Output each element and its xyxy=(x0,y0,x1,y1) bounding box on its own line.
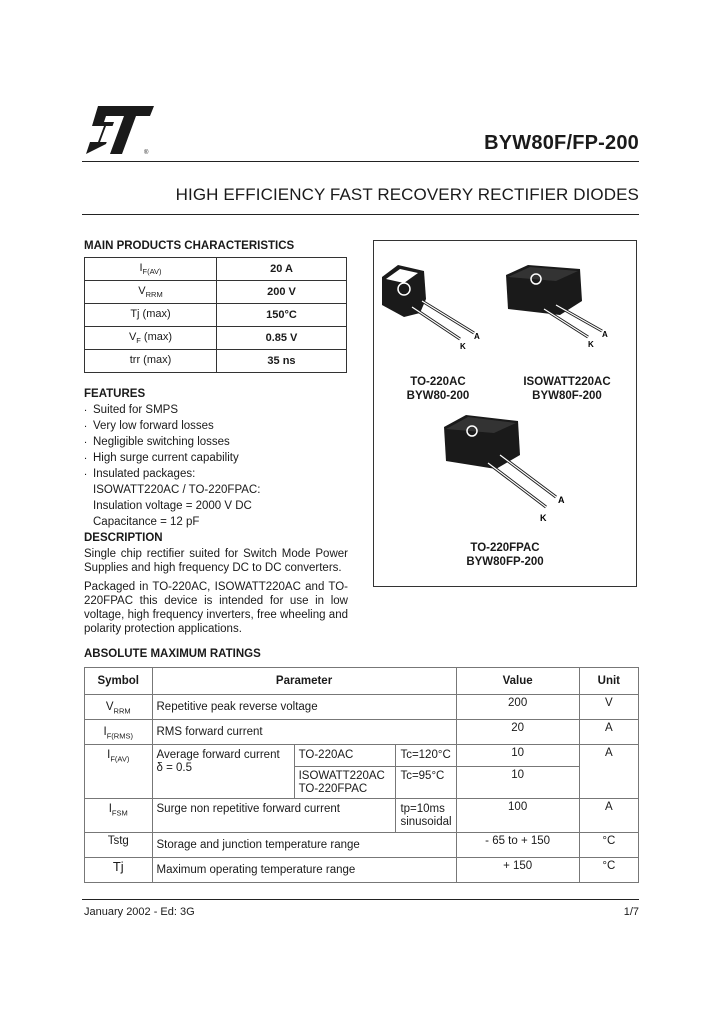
characteristics-row xyxy=(85,327,347,350)
package-label: TO-220FPAC BYW80FP-200 xyxy=(466,542,544,568)
characteristic-parameter: Tj (max) xyxy=(85,304,217,327)
characteristics-row xyxy=(85,258,347,281)
characteristic-value: 20 A xyxy=(217,258,347,281)
to220ac-drawing xyxy=(382,265,480,351)
table-row: Tj Maximum operating temperature range + 150 °C xyxy=(85,858,639,883)
feature-item: . Very low forward losses xyxy=(84,418,354,434)
pin-a-label: A xyxy=(474,332,480,341)
package-illustration-box xyxy=(373,240,637,587)
characteristic-parameter: $I_{F(AV)}$ xyxy=(85,258,217,281)
characteristic-value: 0.85 V xyxy=(217,327,347,350)
col-header-value: Value xyxy=(456,668,579,695)
page-number: 1/7 xyxy=(623,906,639,918)
table-row: $I_{F(AV)}$ Average forward current δ = 0.5 TO-220AC Tc=120°C 10 A xyxy=(85,745,639,767)
characteristic-parameter: $V_{RRM}$ xyxy=(85,281,217,304)
abs-max-heading: ABSOLUTE MAXIMUM RATINGS xyxy=(84,648,261,660)
description-paragraph: Single chip rectifier suited for Switch Mode Power Supplies and high frequency DC to DC converters. xyxy=(84,548,348,574)
package-label: ISOWATT220AC BYW80F-200 xyxy=(523,376,611,402)
table-row: $I_{FSM}$ Surge non repetitive forward current tp=10ms sinusoidal 100 A xyxy=(85,799,639,833)
abs-max-table xyxy=(84,667,639,883)
isowatt220ac-drawing xyxy=(506,265,608,349)
col-header-parameter: Parameter xyxy=(152,668,456,695)
characteristics-row xyxy=(85,350,347,373)
features-list xyxy=(84,402,354,530)
characteristic-parameter: $V_F$ (max) xyxy=(85,327,217,350)
col-header-symbol: Symbol xyxy=(85,668,153,695)
table-row: $I_{F(RMS)}$ RMS forward current 20 A xyxy=(85,720,639,745)
characteristic-value: 150°C xyxy=(217,304,347,327)
footer-rule xyxy=(82,899,639,900)
table-row: $V_{RRM}$ Repetitive peak reverse voltage 200 V xyxy=(85,695,639,720)
features-heading: FEATURES xyxy=(84,388,146,400)
table-row: Tstg Storage and junction temperature range - 65 to + 150 °C xyxy=(85,833,639,858)
characteristic-value: 200 V xyxy=(217,281,347,304)
description-heading: DESCRIPTION xyxy=(84,532,163,544)
pin-a-label: A xyxy=(602,330,608,339)
characteristics-row xyxy=(85,281,347,304)
part-number: BYW80F/FP-200 xyxy=(484,132,639,154)
feature-item: . Negligible switching losses xyxy=(84,434,354,450)
pin-a-label: A xyxy=(558,495,565,505)
pin-k-label: K xyxy=(540,513,547,523)
package-label: TO-220AC BYW80-200 xyxy=(406,376,470,402)
registered-mark: ® xyxy=(144,150,149,156)
characteristic-parameter: trr (max) xyxy=(85,350,217,373)
pin-k-label: K xyxy=(588,340,594,349)
document-title: HIGH EFFICIENCY FAST RECOVERY RECTIFIER DIODES xyxy=(175,185,639,204)
feature-item: . Insulated packages: ISOWATT220AC / TO-220FPAC: Insulation voltage = 2000 V DC Capacitance = 12 pF xyxy=(84,466,354,530)
footer-date: January 2002 - Ed: 3G xyxy=(84,906,195,918)
package-drawings xyxy=(374,241,636,586)
main-characteristics-table xyxy=(84,257,347,373)
title-rule xyxy=(82,214,639,215)
main-characteristics-heading: MAIN PRODUCTS CHARACTERISTICS xyxy=(84,240,295,252)
pin-k-label: K xyxy=(460,342,466,351)
description-paragraph: Packaged in TO-220AC, ISOWATT220AC and TO-220FPAC this device is intended for use in low voltage, high frequency inverters, free wheeling and polarity protection applications. xyxy=(84,581,348,635)
col-header-unit: Unit xyxy=(579,668,638,695)
header-rule xyxy=(82,161,639,162)
feature-item: . High surge current capability xyxy=(84,450,354,466)
description-text xyxy=(84,547,348,636)
st-logo xyxy=(84,104,156,156)
table-row: ISOWATT220AC TO-220FPAC Tc=95°C 10 xyxy=(85,767,639,799)
characteristics-row xyxy=(85,304,347,327)
to220fpac-drawing xyxy=(444,415,565,523)
characteristic-value: 35 ns xyxy=(217,350,347,373)
feature-item: . Suited for SMPS xyxy=(84,402,354,418)
